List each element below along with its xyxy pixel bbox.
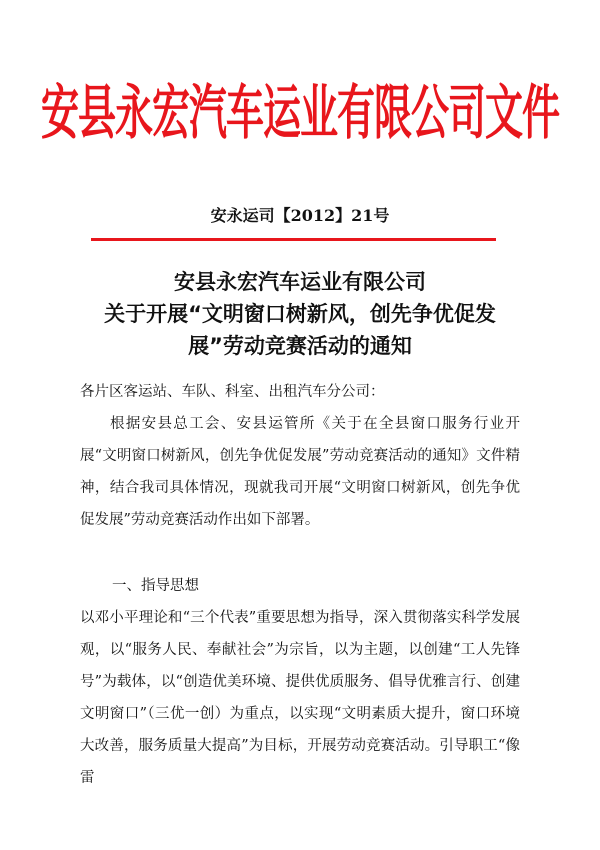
title-line-2: 关于开展“文明窗口树新风，创先争优促发 <box>104 302 496 326</box>
section-heading-guiding-ideology: 一、指导思想 <box>112 578 199 594</box>
body-paragraph-1: 根据安县总工会、安县运管所《关于在全县窗口服务行业开展“文明窗口树新风，创先争优促发展”劳动竞赛活动的通知》文件精神，结合我司具体情况，现就我司开展“文明窗口树新风，创先争优促发展”劳动竞赛活动作出如下部署。 <box>80 416 520 528</box>
title-line-3: 展”劳动竞赛活动的通知 <box>188 334 412 358</box>
salutation: 各片区客运站、车队、科室、出租汽车分公司： <box>80 384 385 400</box>
title-line-1: 安县永宏汽车运业有限公司 <box>174 270 426 294</box>
red-divider-line <box>91 238 496 241</box>
body-paragraph-2: 以邓小平理论和“三个代表”重要思想为指导，深入贯彻落实科学发展观，以“服务人民、奉献社会”为宗旨，以为主题，以创建“工人先锋号”为载体，以“创造优美环境、提供优质服务、倡导优雅言行、创建文明窗口”（三优一创）为重点，以实现“文明素质大提升，窗口环境大改善，服务质量大提高”为目标，开展劳动竞赛活动。引导职工“像雷 <box>80 610 520 786</box>
org-header-title: 安县永宏汽车运业有限公司文件 <box>40 77 559 148</box>
notice-title <box>0 266 600 362</box>
document-number: 安永运司【2012】21号 <box>210 206 390 225</box>
